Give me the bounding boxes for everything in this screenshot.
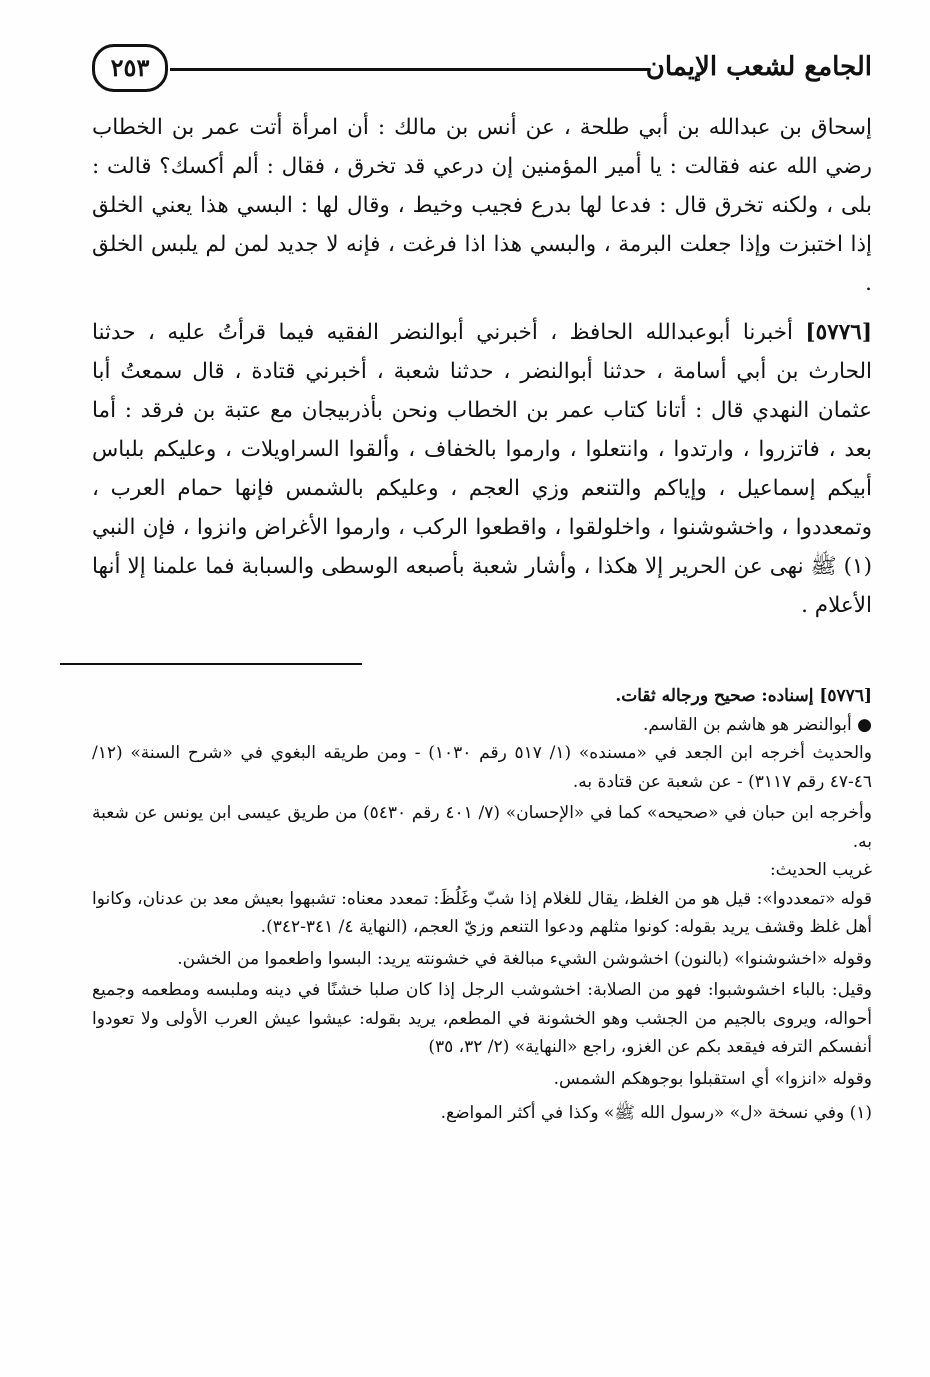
isnad-label: [٥٧٧٦] إسناده: صحيح ورجاله ثقات. — [615, 686, 872, 706]
note-line: ● أبوالنضر هو هاشم بن القاسم. — [642, 714, 872, 735]
page-number-badge: ٢٥٣ — [92, 44, 168, 92]
hadith-paragraph — [92, 313, 872, 625]
footnotes — [92, 682, 872, 1128]
note-line: والحديث أخرجه ابن الجعد في «مسنده» (١/ ٥١٧ رقم ١٠٣٠) - ومن طريقه البغوي في «شرح السنة» (١٢/ ٤٦-٤٧ رقم ٣١١٧) - عن شعبة عن قتادة به. — [92, 743, 872, 792]
note-line: غريب الحديث: — [769, 860, 872, 880]
note-line: وقيل: بالباء اخشوشبوا: فهو من الصلابة: اخشوشب الرجل إذا كان صلبا خشنًا في دينه وملبسه ومطعمه وجميع أحواله، ويروى بالجيم من الجشب وهو الخشونة في المطعم، يريد بقوله: عيشوا عيش العرب الأولى ولا تعودوا أنفسكم الترفه فيقعد بكم عن الغزو، راجع «النهاية» (٢/ ٣٢، ٣٥) — [92, 980, 872, 1057]
note-line: قوله «تمعددوا»: قيل هو من الغلظ، يقال للغلام إذا شبّ وغَلُظَ: تمعدد معناه: تشبهوا بعيش معد بن عدنان، وكانوا أهل غلظ وقشف يريد بقوله: كونوا مثلهم ودعوا التنعم وزيّ العجم، (النهاية ٤/ ٣٤١-٣٤٢). — [92, 888, 872, 937]
paragraph-continuation: إسحاق بن عبدالله بن أبي طلحة ، عن أنس بن مالك : أن امرأة أتت عمر بن الخطاب رضي الله عنه فقالت : يا أمير المؤمنين إن درعي قد تخرق ، فقال : ألم أكسك؟ قالت : بلى ، ولكنه تخرق قال : فدعا لها بدرع فجيب وخيط ، وقال لها : البسي هذا يعني الخلق إذا اختبزت وإذا جعلت البرمة ، والبسي هذا اذا فرغت ، فإنه لا جديد لمن لم يلبس الخلق . — [92, 115, 872, 296]
main-text — [92, 108, 872, 625]
header-rule — [170, 68, 650, 71]
hadith-number: [٥٧٧٦] — [805, 320, 872, 345]
footnote: (١) وفي نسخة «ل» «رسول الله ﷺ» وكذا في أكثر المواضع. — [440, 1103, 872, 1123]
note-line: وقوله «اخشوشنوا» (بالنون) اخشوشن الشيء مبالغة في خشونته يريد: البسوا واطعموا من الخشن. — [177, 948, 872, 969]
footnote-separator — [60, 663, 362, 665]
note-line: وأخرجه ابن حبان في «صحيحه» كما في «الإحسان» (٧/ ٤٠١ رقم ٥٤٣٠) من طريق عيسى ابن يونس عن شعبة به. — [92, 803, 872, 852]
hadith-text: أخبرنا أبوعبدالله الحافظ ، أخبرني أبوالنضر الفقيه فيما قرأتُ عليه ، حدثنا الحارث بن أبي أسامة ، حدثنا أبوالنضر ، حدثنا شعبة ، أخبرني قتادة ، قال سمعتُ أبا عثمان النهدي قال : أتانا كتاب عمر بن الخطاب ونحن بأذربيجان مع عتبة بن فرقد : أما بعد ، فاتزروا ، وارتدوا ، وانتعلوا ، وارموا بالخفاف ، وألقوا السراويلات ، وعليكم بلباس أبيكم إسماعيل ، وإياكم والتنعم وزي العجم ، وعليكم بالشمس فإنها حمام العرب ، وتمعددوا ، واخشوشنوا ، واخلولقوا ، واقطعوا الركب ، وارموا الأغراض وانزوا ، فإن النبي (١) ﷺ نهى عن الحرير إلا هكذا ، وأشار شعبة بأصبعه الوسطى والسبابة فما علمنا إلا أنها الأعلام . — [92, 320, 872, 618]
page-header — [92, 42, 872, 96]
book-title: الجامع لشعب الإيمان — [645, 52, 872, 82]
note-line: وقوله «انزوا» أي استقبلوا بوجوهكم الشمس. — [553, 1068, 872, 1089]
